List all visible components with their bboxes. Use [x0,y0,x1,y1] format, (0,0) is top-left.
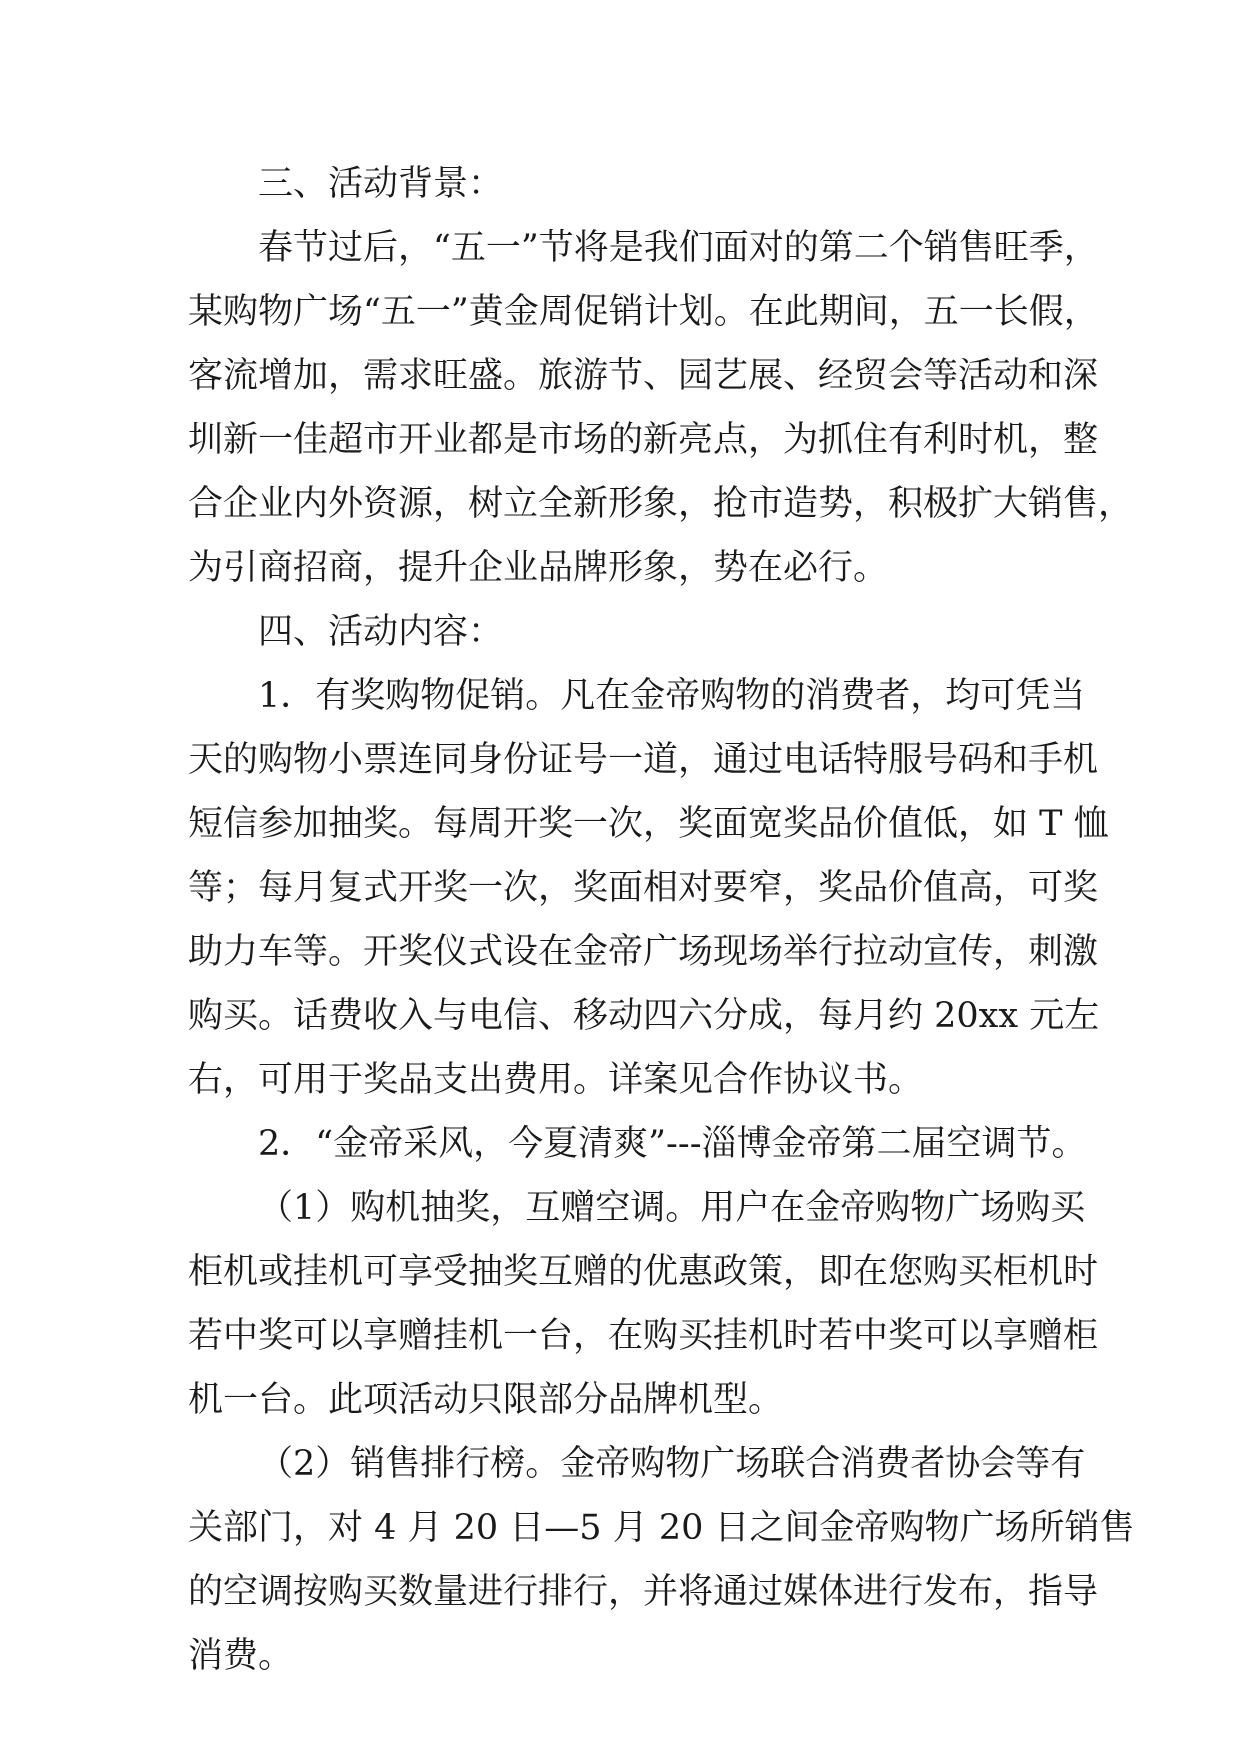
paragraph-line: 等；每月复式开奖一次，奖面相对要窄，奖品价值高，可奖 [188,868,1099,908]
paragraph-line: 柜机或挂机可享受抽奖互赠的优惠政策，即在您购买柜机时 [188,1252,1099,1292]
paragraph-line: 购买。话费收入与电信、移动四六分成，每月约 20xx 元左 [188,996,1100,1036]
paragraph-line: 合企业内外资源，树立全新形象，抢市造势，积极扩大销售， [188,484,1134,524]
section-heading-background: 三、活动背景： [258,164,504,204]
paragraph-line: 为引商招商，提升企业品牌形象，势在必行。 [188,548,889,588]
section-heading-content: 四、活动内容： [258,612,504,652]
paragraph-line: （2）销售排行榜。金帝购物广场联合消费者协会等有 [258,1444,1086,1484]
paragraph-line: 2．“金帝采风，今夏清爽”---淄博金帝第二届空调节。 [258,1124,1087,1164]
paragraph-line: 圳新一佳超市开业都是市场的新亮点，为抓住有利时机，整 [188,420,1099,460]
paragraph-line: 关部门，对 4 月 20 日—5 月 20 日之间金帝购物广场所销售 [188,1508,1135,1548]
paragraph-line: 1．有奖购物促销。凡在金帝购物的消费者，均可凭当 [258,676,1086,716]
paragraph-line: 天的购物小票连同身份证号一道，通过电话特服号码和手机 [188,740,1099,780]
paragraph-line: 机一台。此项活动只限部分品牌机型。 [188,1380,784,1420]
paragraph-line: 右，可用于奖品支出费用。详案见合作协议书。 [188,1060,924,1100]
paragraph-line: 助力车等。开奖仪式设在金帝广场现场举行拉动宣传，刺激 [188,932,1099,972]
document-body [188,152,1135,1688]
paragraph-line: 若中奖可以享赠挂机一台，在购买挂机时若中奖可以享赠柜 [188,1316,1099,1356]
paragraph-line: 春节过后，“五一”节将是我们面对的第二个销售旺季， [258,228,1099,268]
paragraph-line: 某购物广场“五一”黄金周促销计划。在此期间，五一长假， [188,292,1099,332]
paragraph-line: 消费。 [188,1636,294,1676]
paragraph-line: 短信参加抽奖。每周开奖一次，奖面宽奖品价值低，如 T 恤 [188,804,1109,844]
paragraph-line: （1）购机抽奖，互赠空调。用户在金帝购物广场购买 [258,1188,1086,1228]
paragraph-line: 客流增加，需求旺盛。旅游节、园艺展、经贸会等活动和深 [188,356,1099,396]
paragraph-line: 的空调按购买数量进行排行，并将通过媒体进行发布，指导 [188,1572,1099,1612]
